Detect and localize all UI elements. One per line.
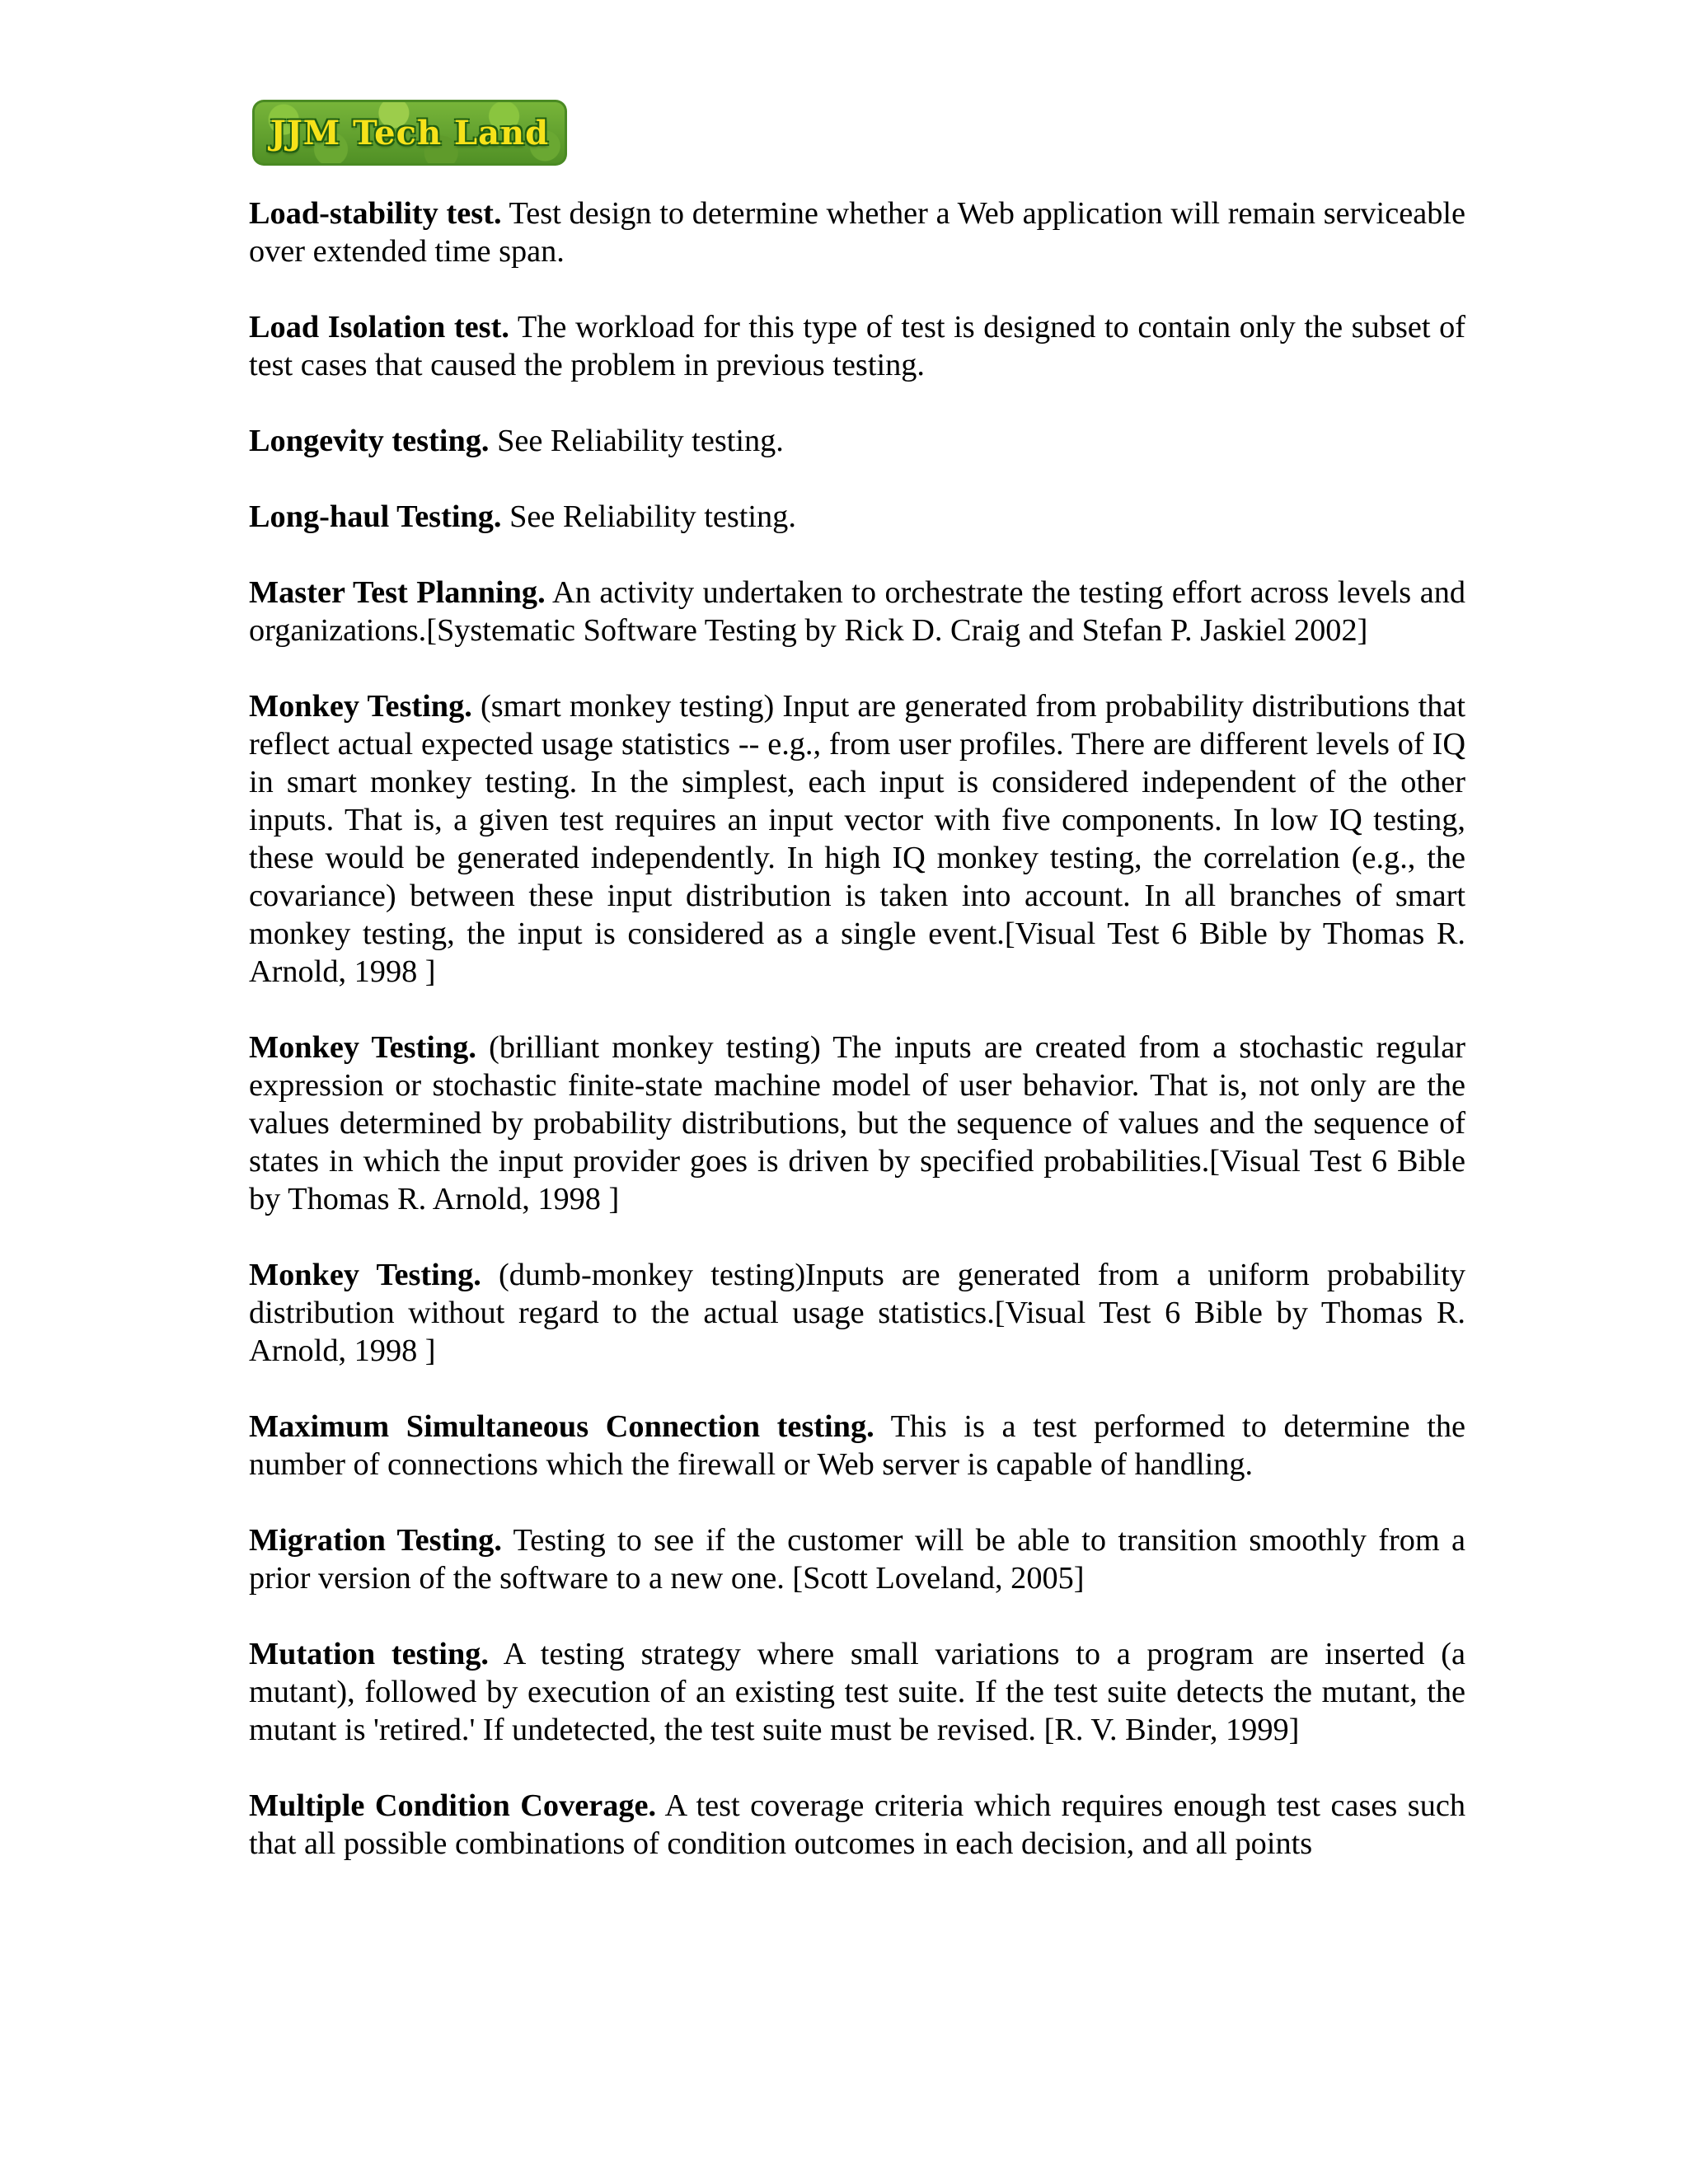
glossary-entry-monkey-testing-brilliant [249, 1029, 1465, 1218]
glossary-term: Monkey Testing. [249, 689, 472, 724]
glossary-definition: A testing strategy where small variations to a program are inserted (a mutant), followed by execution of an existing test suite. If the test suite detects the mutant, the mutant is 'retired.' If undetected, the test suite must be revised. [R. V. Binder, 1999] [249, 1637, 1465, 1747]
glossary-definition: Test design to determine whether a Web application will remain serviceable over extended time span. [249, 196, 1465, 269]
glossary-definition: (brilliant monkey testing) The inputs are created from a stochastic regular expression or stochastic finite-state machine model of user behavior. That is, not only are the values determined by probability distributions, but the sequence of values and the sequence of states in which the input provider goes is driven by specified probabilities.[Visual Test 6 Bible by Thomas R. Arnold, 1998 ] [249, 1030, 1465, 1216]
glossary-term: Load Isolation test. [249, 310, 509, 344]
glossary-term: Master Test Planning. [249, 575, 546, 610]
glossary-term: Multiple Condition Coverage. [249, 1788, 657, 1823]
glossary-definition: See Reliability testing. [509, 499, 796, 534]
glossary-definition: This is a test performed to determine the number of connections which the firewall or Web server is capable of handling. [249, 1409, 1465, 1482]
glossary-entry-maximum-simultaneous-connection-testing [249, 1408, 1465, 1483]
glossary-entry-migration-testing [249, 1521, 1465, 1597]
glossary-entry-monkey-testing-dumb [249, 1256, 1465, 1370]
glossary-term: Load-stability test. [249, 196, 502, 231]
glossary-definition: See Reliability testing. [497, 424, 784, 458]
glossary-term: Longevity testing. [249, 424, 490, 458]
glossary-definition: An activity undertaken to orchestrate the testing effort across levels and organizations.[Systematic Software Testing by Rick D. Craig and Stefan P. Jaskiel 2002] [249, 575, 1465, 648]
glossary-definition: The workload for this type of test is designed to contain only the subset of test cases that caused the problem in previous testing. [249, 310, 1465, 382]
glossary-term: Long-haul Testing. [249, 499, 502, 534]
glossary-definition: Testing to see if the customer will be able to transition smoothly from a prior version of the software to a new one. [Scott Loveland, 2005] [249, 1523, 1465, 1596]
glossary-term: Mutation testing. [249, 1637, 489, 1671]
glossary-entry-multiple-condition-coverage [249, 1787, 1465, 1863]
glossary-term: Monkey Testing. [249, 1030, 476, 1065]
glossary-entry-master-test-planning [249, 574, 1465, 649]
glossary-entry-long-haul-testing [249, 498, 1465, 536]
glossary-definition: (smart monkey testing) Input are generated from probability distributions that reflect actual expected usage statistics -- e.g., from user profiles. There are different levels of IQ in smart monkey testing. In the simplest, each input is considered independent of the other inputs. That is, a given test requires an input vector with five components. In low IQ testing, these would be generated independently. In high IQ monkey testing, the correlation (e.g., the covariance) between these input distribution is taken into account. In all branches of smart monkey testing, the input is considered as a single event.[Visual Test 6 Bible by Thomas R. Arnold, 1998 ] [249, 689, 1465, 989]
glossary-definition: A test coverage criteria which requires enough test cases such that all possible combinations of condition outcomes in each decision, and all points [249, 1788, 1465, 1861]
glossary-content [249, 194, 1465, 1900]
logo-text: JJM Tech Land [270, 113, 550, 152]
glossary-term: Migration Testing. [249, 1523, 502, 1558]
glossary-entry-mutation-testing [249, 1635, 1465, 1749]
glossary-term: Maximum Simultaneous Connection testing. [249, 1409, 874, 1444]
glossary-entry-load-stability-test [249, 194, 1465, 270]
glossary-entry-load-isolation-test [249, 308, 1465, 384]
glossary-definition: (dumb-monkey testing)Inputs are generated from a uniform probability distribution without regard to the actual usage statistics.[Visual Test 6 Bible by Thomas R. Arnold, 1998 ] [249, 1258, 1465, 1368]
glossary-entry-monkey-testing-smart [249, 687, 1465, 991]
jjm-tech-land-logo [252, 100, 567, 166]
glossary-entry-longevity-testing [249, 422, 1465, 460]
glossary-term: Monkey Testing. [249, 1258, 481, 1292]
